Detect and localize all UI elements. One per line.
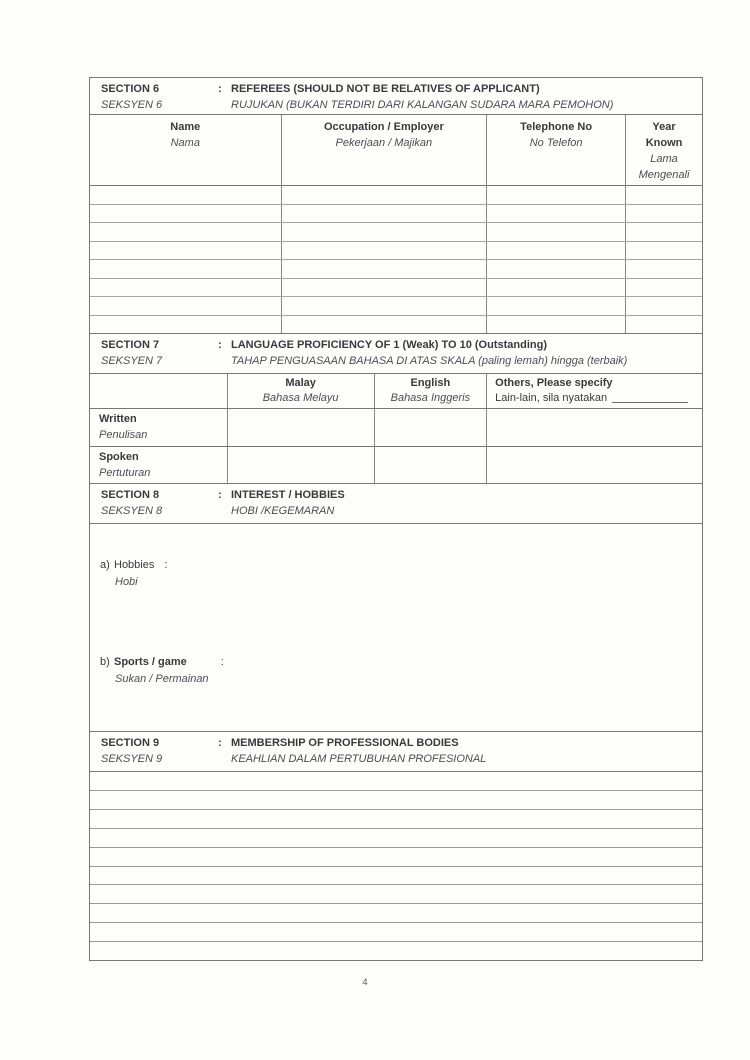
referee-empty-cell[interactable]: [90, 242, 282, 260]
referee-empty-row: [90, 279, 702, 298]
membership-write-line[interactable]: [90, 867, 702, 886]
section8-label-ms: SEKSYEN 8: [101, 505, 163, 517]
referee-empty-cell[interactable]: [626, 279, 702, 297]
referee-empty-cell[interactable]: [487, 316, 626, 334]
section6-label-ms: SEKSYEN 6: [101, 99, 163, 111]
referee-empty-row: [90, 223, 702, 242]
others-specify-label: Lain-lain, sila nyatakan: [495, 392, 608, 404]
language-col-others: Others, Please specify Lain-lain, sila nyatakan: [487, 374, 702, 408]
language-row-written: [90, 409, 702, 447]
sports-item: [100, 654, 224, 688]
section6-label: SECTION 6: [101, 83, 160, 95]
referee-empty-cell[interactable]: [487, 223, 626, 241]
referee-empty-cell[interactable]: [487, 260, 626, 278]
membership-write-line[interactable]: [90, 885, 702, 904]
section7-title-text-ms: TAHAP PENGUASAAN BAHASA DI ATAS SKALA (paling lemah) hingga (terbaik): [231, 355, 628, 367]
referee-empty-row: [90, 260, 702, 279]
section9-title-text: MEMBERSHIP OF PROFESSIONAL BODIES: [231, 737, 459, 749]
referee-empty-cell[interactable]: [487, 186, 626, 204]
others-specify-blank[interactable]: [612, 402, 688, 403]
referee-empty-cell[interactable]: [626, 260, 702, 278]
written-others-cell[interactable]: [487, 409, 702, 446]
section9-label: SECTION 9: [101, 737, 160, 749]
section9-title-en: [101, 735, 694, 751]
referee-empty-cell[interactable]: [626, 242, 702, 260]
language-col-blank: [90, 374, 228, 408]
referee-empty-cell[interactable]: [487, 242, 626, 260]
referee-empty-cell[interactable]: [282, 316, 488, 334]
referee-empty-cell[interactable]: [90, 260, 282, 278]
referee-empty-cell[interactable]: [282, 186, 488, 204]
language-table-header: [90, 374, 702, 409]
referee-empty-cell[interactable]: [626, 186, 702, 204]
referees-col-year-known: Year Known Lama Mengenali: [638, 121, 690, 181]
section9-colon: :: [218, 737, 222, 749]
section6-title-text: REFEREES (SHOULD NOT BE RELATIVES OF APPLICANT): [231, 83, 540, 95]
section9-title-text-ms: KEAHLIAN DALAM PERTUBUHAN PROFESIONAL: [231, 753, 487, 765]
referee-empty-cell[interactable]: [90, 223, 282, 241]
hobbies-area[interactable]: [90, 524, 702, 732]
section8-title-text: INTEREST / HOBBIES: [231, 489, 345, 501]
referee-empty-cell[interactable]: [282, 223, 488, 241]
referees-table-header: [90, 115, 702, 186]
language-col-malay: Malay Bahasa Melayu: [228, 374, 375, 408]
referee-empty-cell[interactable]: [626, 205, 702, 223]
referee-empty-cell[interactable]: [487, 297, 626, 315]
section7-title-ms: [101, 353, 694, 369]
referee-empty-cell[interactable]: [626, 297, 702, 315]
referee-empty-cell[interactable]: [487, 205, 626, 223]
section6-title-text-ms: RUJUKAN (BUKAN TERDIRI DARI KALANGAN SUDARA MARA PEMOHON): [231, 99, 614, 111]
section8-title-text-ms: HOBI /KEGEMARAN: [231, 505, 335, 517]
spoken-malay-cell[interactable]: [228, 447, 375, 483]
page-number: 4: [362, 977, 368, 988]
section8-title-en: [101, 487, 694, 503]
membership-write-line[interactable]: [90, 829, 702, 848]
section6-header: [90, 78, 702, 115]
referees-empty-rows: [90, 186, 702, 334]
sports-label-ms: Sukan / Permainan: [115, 673, 209, 685]
membership-write-line[interactable]: [90, 848, 702, 867]
referee-empty-row: [90, 242, 702, 261]
section8-title-ms: [101, 503, 694, 519]
referee-empty-row: [90, 297, 702, 316]
section7-header: [90, 334, 702, 374]
sports-label: Sports / game: [114, 656, 187, 668]
language-row-spoken: [90, 447, 702, 484]
referee-empty-row: [90, 205, 702, 224]
referee-empty-cell[interactable]: [90, 186, 282, 204]
referee-empty-cell[interactable]: [282, 297, 488, 315]
section7-label: SECTION 7: [101, 339, 160, 351]
section7-colon: :: [218, 339, 222, 351]
section7-label-ms: SEKSYEN 7: [101, 355, 163, 367]
hobbies-label-ms: Hobi: [115, 576, 138, 588]
membership-write-line[interactable]: [90, 791, 702, 810]
referee-empty-cell[interactable]: [282, 205, 488, 223]
referee-empty-cell[interactable]: [90, 205, 282, 223]
membership-write-line[interactable]: [90, 904, 702, 923]
section6-title-ms: [101, 97, 694, 113]
membership-write-line[interactable]: [90, 923, 702, 942]
referee-empty-cell[interactable]: [487, 279, 626, 297]
hobbies-label: Hobbies: [114, 559, 155, 571]
section8-colon: :: [218, 489, 222, 501]
section9-label-ms: SEKSYEN 9: [101, 753, 163, 765]
written-malay-cell[interactable]: [228, 409, 375, 446]
language-col-english: English Bahasa Inggeris: [375, 374, 488, 408]
membership-lines: [90, 772, 702, 960]
referee-empty-row: [90, 186, 702, 205]
hobbies-item: [100, 557, 167, 591]
sports-prefix: b): [100, 656, 110, 668]
section8-header: [90, 484, 702, 524]
written-english-cell[interactable]: [375, 409, 488, 446]
spoken-label: Spoken Pertuturan: [90, 447, 228, 483]
membership-write-line[interactable]: [90, 772, 702, 791]
spoken-english-cell[interactable]: [375, 447, 488, 483]
referee-empty-cell[interactable]: [90, 279, 282, 297]
referee-empty-cell[interactable]: [626, 316, 702, 334]
section7-title-text: LANGUAGE PROFICIENCY OF 1 (Weak) TO 10 (Outstanding): [231, 339, 547, 351]
spoken-others-cell[interactable]: [487, 447, 702, 483]
referee-empty-cell[interactable]: [90, 297, 282, 315]
referee-empty-row: [90, 316, 702, 334]
section7-title-en: [101, 337, 694, 353]
referee-empty-cell[interactable]: [282, 242, 488, 260]
membership-write-line[interactable]: [90, 810, 702, 829]
section6-title-en: [101, 81, 694, 97]
written-label: Written Penulisan: [90, 409, 228, 446]
referees-col-name: Name Nama: [90, 115, 282, 185]
referee-empty-cell[interactable]: [282, 279, 488, 297]
referees-col-telephone: Telephone No No Telefon: [487, 115, 626, 185]
hobbies-colon: :: [164, 559, 168, 571]
application-form-page: [89, 77, 703, 961]
referee-empty-cell[interactable]: [282, 260, 488, 278]
referees-col-occupation: Occupation / Employer Pekerjaan / Majikan: [282, 115, 488, 185]
membership-write-line[interactable]: [90, 942, 702, 960]
sports-colon: :: [220, 656, 224, 668]
referee-empty-cell[interactable]: [626, 223, 702, 241]
referee-empty-cell[interactable]: [90, 316, 282, 334]
section9-title-ms: [101, 751, 694, 767]
hobbies-prefix: a): [100, 559, 110, 571]
section6-colon: :: [218, 83, 222, 95]
section8-label: SECTION 8: [101, 489, 160, 501]
section9-header: [90, 732, 702, 772]
